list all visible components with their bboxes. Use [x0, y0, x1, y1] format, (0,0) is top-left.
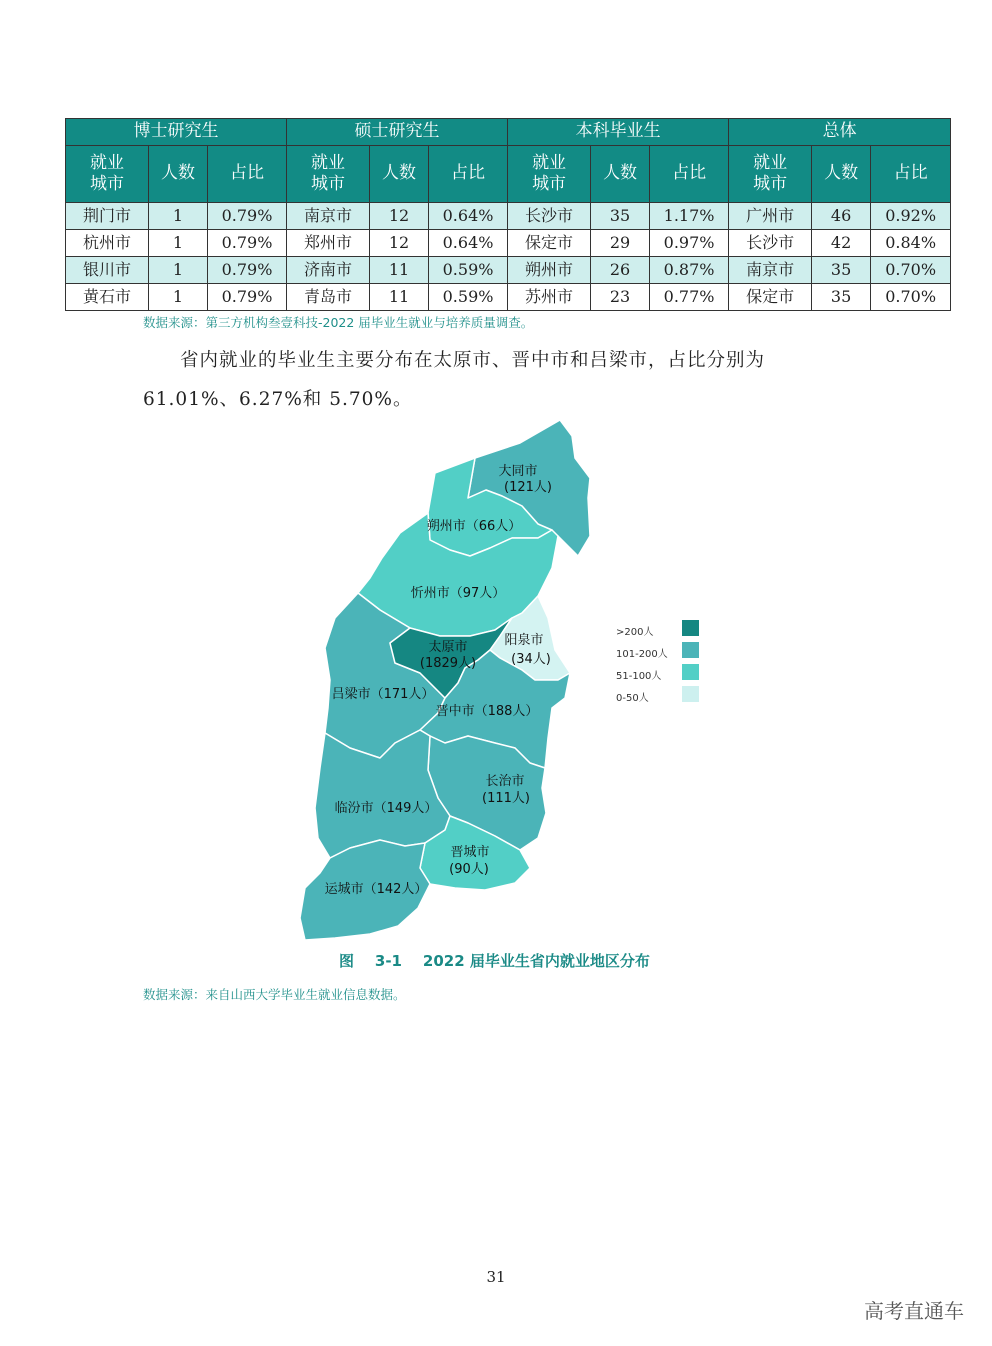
table-cell: 0.97%: [650, 230, 729, 257]
table-cell: 朔州市: [508, 257, 591, 284]
map-label-jinzhong: 晋中市（188人）: [435, 704, 539, 719]
legend-swatch: [682, 642, 699, 658]
legend-item: [616, 686, 700, 708]
data-source-note: 数据来源：来自山西大学毕业生就业信息数据。: [143, 987, 406, 1002]
table-cell: 荆门市: [66, 203, 149, 230]
subheader-count: 人数: [812, 146, 871, 203]
map-label-datong-count: (121人): [504, 480, 552, 495]
group-header-phd: 博士研究生: [66, 119, 287, 146]
table-cell: 0.59%: [429, 284, 508, 311]
map-label-changzhi-count: (111人): [482, 791, 530, 806]
table-cell: 35: [812, 284, 871, 311]
subheader-ratio: 占比: [650, 146, 729, 203]
table-cell: 0.59%: [429, 257, 508, 284]
table-cell: 0.79%: [208, 203, 287, 230]
table-cell: 0.84%: [871, 230, 951, 257]
table-cell: 苏州市: [508, 284, 591, 311]
figure-caption: 图 3-1 2022 届毕业生省内就业地区分布: [339, 952, 650, 970]
group-header-total: 总体: [729, 119, 951, 146]
table-cell: 1: [149, 203, 208, 230]
map-label-jincheng-count: (90人): [449, 862, 489, 877]
table-cell: 11: [370, 257, 429, 284]
subheader-count: 人数: [149, 146, 208, 203]
table-cell: 1: [149, 230, 208, 257]
watermark: 高考直通车: [864, 1299, 964, 1323]
map-label-taiyuan: 太原市: [428, 640, 468, 655]
data-source-note: 数据来源：第三方机构叁壹科技-2022 届毕业生就业与培养质量调查。: [143, 315, 534, 330]
table-cell: 1: [149, 257, 208, 284]
table-cell: 广州市: [729, 203, 812, 230]
table-cell: 银川市: [66, 257, 149, 284]
map-label-yangquan: 阳泉市: [504, 633, 544, 648]
table-cell: 46: [812, 203, 871, 230]
group-header-bachelor: 本科毕业生: [508, 119, 729, 146]
legend-item: [616, 642, 700, 664]
map-label-linfen: 临汾市（149人）: [334, 801, 438, 816]
legend-label: 0-50人: [616, 693, 649, 704]
table-cell: 0.79%: [208, 284, 287, 311]
employment-city-table: [65, 118, 951, 311]
table-cell: 杭州市: [66, 230, 149, 257]
group-header-master: 硕士研究生: [287, 119, 508, 146]
body-paragraph: [143, 341, 863, 419]
subheader-count: 人数: [370, 146, 429, 203]
page-number: 31: [486, 1268, 506, 1286]
table-cell: 0.79%: [208, 257, 287, 284]
subheader-city: 就业城市: [66, 146, 149, 203]
map-label-yangquan-count: (34人): [511, 652, 551, 667]
table-cell: 南京市: [287, 203, 370, 230]
legend-label: 51-100人: [616, 671, 662, 682]
legend-item: [616, 664, 700, 686]
table-cell: 0.77%: [650, 284, 729, 311]
table-cell: 35: [812, 257, 871, 284]
table-cell: 0.64%: [429, 230, 508, 257]
table-cell: 12: [370, 203, 429, 230]
map-legend: [616, 620, 700, 708]
table-cell: 1: [149, 284, 208, 311]
legend-label: 101-200人: [616, 649, 668, 660]
table-cell: 青岛市: [287, 284, 370, 311]
map-label-shuozhou: 朔州市（66人）: [426, 519, 522, 534]
table-cell: 保定市: [508, 230, 591, 257]
map-label-lvliang: 吕梁市（171人）: [331, 687, 435, 702]
legend-swatch: [682, 620, 699, 636]
table-cell: 南京市: [729, 257, 812, 284]
table-row: [66, 203, 951, 230]
table-cell: 26: [591, 257, 650, 284]
subheader-ratio: 占比: [429, 146, 508, 203]
table-cell: 29: [591, 230, 650, 257]
map-label-taiyuan-count: (1829人): [419, 656, 477, 671]
table-cell: 0.92%: [871, 203, 951, 230]
table-cell: 23: [591, 284, 650, 311]
table-row: [66, 230, 951, 257]
table-cell: 0.79%: [208, 230, 287, 257]
table-cell: 0.64%: [429, 203, 508, 230]
table-cell: 12: [370, 230, 429, 257]
legend-label: >200人: [616, 627, 654, 638]
table-cell: 11: [370, 284, 429, 311]
table-row: [66, 257, 951, 284]
table-row: [66, 284, 951, 311]
subheader-count: 人数: [591, 146, 650, 203]
subheader-city: 就业城市: [287, 146, 370, 203]
table-cell: 42: [812, 230, 871, 257]
legend-item: [616, 620, 700, 642]
legend-swatch: [682, 686, 699, 702]
table-cell: 0.70%: [871, 284, 951, 311]
table-cell: 长沙市: [508, 203, 591, 230]
subheader-city: 就业城市: [729, 146, 812, 203]
table-cell: 长沙市: [729, 230, 812, 257]
shanxi-region-map: [290, 418, 610, 943]
table-cell: 35: [591, 203, 650, 230]
map-label-xinzhou: 忻州市（97人）: [410, 586, 506, 601]
subheader-ratio: 占比: [208, 146, 287, 203]
subheader-city: 就业城市: [508, 146, 591, 203]
subheader-ratio: 占比: [871, 146, 951, 203]
map-label-jincheng: 晋城市: [450, 845, 490, 860]
map-label-yuncheng: 运城市（142人）: [324, 882, 428, 897]
table-cell: 郑州市: [287, 230, 370, 257]
table-cell: 济南市: [287, 257, 370, 284]
table-cell: 保定市: [729, 284, 812, 311]
map-label-changzhi: 长治市: [485, 774, 525, 789]
table-cell: 1.17%: [650, 203, 729, 230]
map-label-datong: 大同市: [498, 464, 538, 479]
table-cell: 0.70%: [871, 257, 951, 284]
legend-swatch: [682, 664, 699, 680]
table-cell: 黄石市: [66, 284, 149, 311]
paragraph-line: 省内就业的毕业生主要分布在太原市、晋中市和吕梁市，占比分别为: [180, 350, 766, 371]
table-cell: 0.87%: [650, 257, 729, 284]
paragraph-line: 61.01%、6.27%和 5.70%。: [143, 389, 413, 410]
